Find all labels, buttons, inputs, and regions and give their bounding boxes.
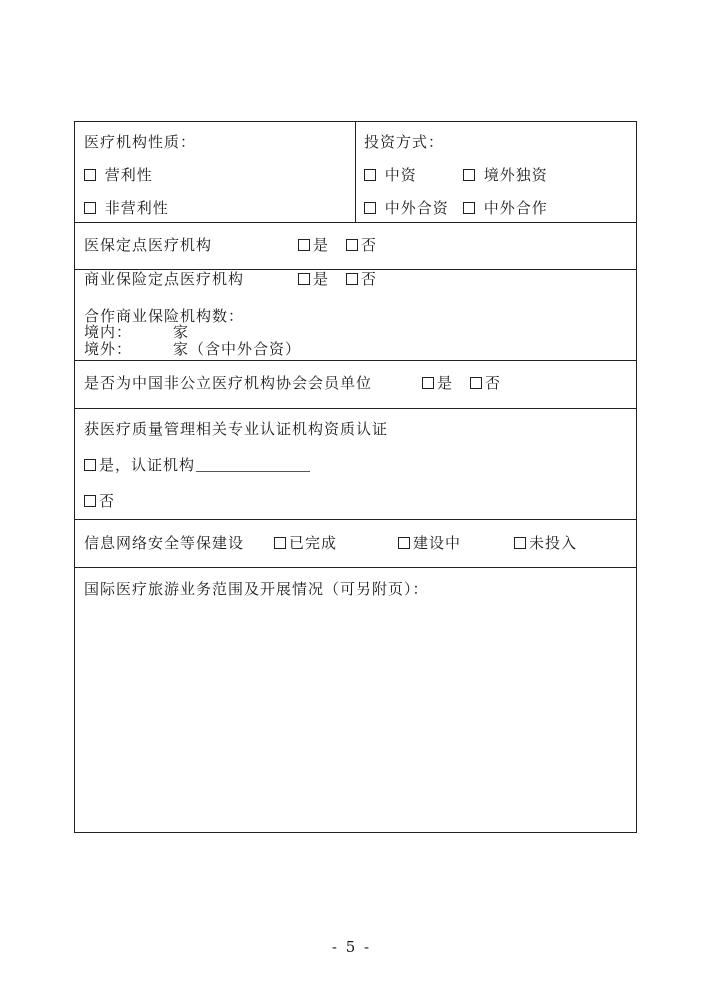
investment-option-foreign-owned[interactable]: 境外独资 [463,166,548,184]
checkbox[interactable] [274,537,286,549]
certification-label: 获医疗质量管理相关专业认证机构资质认证 [84,420,389,438]
security-in-progress[interactable]: 建设中 [398,534,461,552]
checkbox[interactable] [364,169,376,181]
checkbox[interactable] [514,537,526,549]
checkbox[interactable] [84,202,96,214]
partner-count-label: 合作商业保险机构数： [84,307,245,325]
nature-option-nonprofit[interactable]: 非营利性 [84,199,169,217]
certification-yes[interactable]: 是，认证机构 [84,456,195,474]
association-yes[interactable]: 是 [422,374,453,392]
tourism-text-area[interactable] [80,604,630,826]
certification-no[interactable]: 否 [84,492,115,510]
checkbox[interactable] [84,169,96,181]
checkbox[interactable] [470,377,482,389]
checkbox[interactable] [346,273,358,285]
nature-label: 医疗机构性质： [84,133,197,151]
security-label: 信息网络安全等保建设 [84,534,245,552]
row-divider [74,360,637,361]
certification-org-blank[interactable] [196,471,310,472]
commercial-insurance-no[interactable]: 否 [346,270,377,288]
association-label: 是否为中国非公立医疗机构协会会员单位 [84,374,373,392]
row-divider [74,567,637,568]
foreign-unit: 家（含中外合资） [173,340,302,358]
checkbox[interactable] [298,239,310,251]
checkbox[interactable] [463,169,475,181]
column-divider [355,121,356,222]
nature-option-profit[interactable]: 营利性 [84,166,153,184]
checkbox[interactable] [346,239,358,251]
medical-insurance-no[interactable]: 否 [346,236,377,254]
checkbox[interactable] [422,377,434,389]
checkbox[interactable] [84,495,96,507]
investment-option-cooperative[interactable]: 中外合作 [463,199,548,217]
checkbox[interactable] [84,459,96,471]
checkbox[interactable] [463,202,475,214]
commercial-insurance-label: 商业保险定点医疗机构 [84,270,245,288]
investment-label: 投资方式： [364,133,445,151]
medical-insurance-label: 医保定点医疗机构 [84,236,213,254]
tourism-label: 国际医疗旅游业务范围及开展情况（可另附页）： [84,580,429,598]
checkbox[interactable] [398,537,410,549]
domestic-unit: 家 [173,323,190,341]
domestic-label: 境内： [84,323,133,341]
checkbox[interactable] [364,202,376,214]
commercial-insurance-yes[interactable]: 是 [298,270,329,288]
checkbox[interactable] [298,273,310,285]
page-number: - 5 - [331,938,372,956]
row-divider [74,519,637,520]
medical-insurance-yes[interactable]: 是 [298,236,329,254]
association-no[interactable]: 否 [470,374,501,392]
security-done[interactable]: 已完成 [274,534,337,552]
security-not-invested[interactable]: 未投入 [514,534,577,552]
row-divider [74,408,637,409]
investment-option-domestic[interactable]: 中资 [364,166,417,184]
investment-option-joint-venture[interactable]: 中外合资 [364,199,449,217]
row-divider [74,222,637,223]
foreign-label: 境外： [84,340,133,358]
